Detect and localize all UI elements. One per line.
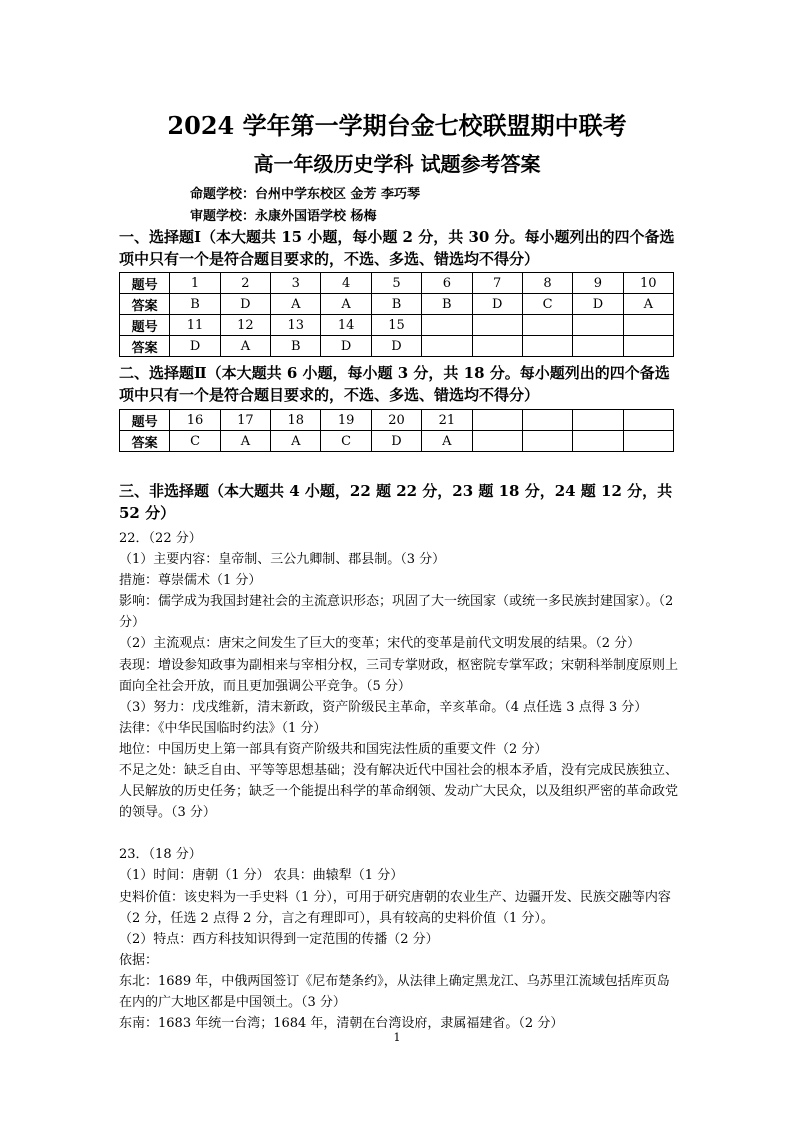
answer-cell: 13	[271, 315, 321, 336]
answer-line: 东南：1683 年统一台湾；1684 年，清朝在台湾设府，隶属福建省。（2 分）	[119, 1016, 564, 1032]
answer-cell	[472, 431, 522, 452]
answer-table-1	[119, 272, 674, 357]
answer-line: 法律：《中华民国临时约法》（1 分）	[119, 720, 327, 736]
page-number: 1	[393, 1031, 401, 1044]
row-header-cell: 题号	[120, 410, 170, 431]
section3-heading: 三、非选择题（本大题共 4 小题，22 题 22 分，23 题 18 分，24 题 12 分，共 52 分）	[119, 482, 673, 522]
answer-cell	[623, 410, 673, 431]
answer-cell	[522, 336, 572, 357]
answer-cell: 20	[371, 410, 421, 431]
answer-cell: 21	[422, 410, 472, 431]
answer-cell	[422, 336, 472, 357]
answer-cell: 3	[271, 273, 321, 294]
answer-line: 23．（18 分）	[119, 847, 202, 863]
answer-cell: D	[321, 336, 371, 357]
table-row	[120, 431, 674, 452]
answer-cell: A	[220, 336, 270, 357]
answer-cell: A	[623, 294, 673, 315]
answer-cell	[623, 336, 673, 357]
answer-cell	[623, 315, 673, 336]
answer-cell: C	[321, 431, 371, 452]
answer-cell	[522, 410, 572, 431]
answer-cell	[623, 431, 673, 452]
answer-cell: 1	[170, 273, 220, 294]
answer-cell: C	[522, 294, 572, 315]
answer-cell: 14	[321, 315, 371, 336]
page-subtitle: 高一年级历史学科 试题参考答案	[253, 152, 541, 176]
answer-cell: D	[573, 294, 623, 315]
answer-line: （1）时间：唐朝（1 分） 农具：曲辕犁（1 分）	[119, 868, 404, 884]
answer-cell	[573, 315, 623, 336]
answer-body	[119, 528, 679, 1034]
answer-cell: A	[271, 431, 321, 452]
answer-cell: A	[271, 294, 321, 315]
answer-cell: 15	[371, 315, 421, 336]
answer-cell: A	[321, 294, 371, 315]
section1-heading: 一、选择题Ⅰ（本大题共 15 小题，每小题 2 分，共 30 分。每小题列出的四个备选项中只有一个是符合题目要求的，不选、多选、错选均不得分）	[119, 228, 675, 268]
answer-cell: B	[422, 294, 472, 315]
answer-cell: 18	[271, 410, 321, 431]
answer-line: 影响：儒学成为我国封建社会的主流意识形态；巩固了大一统国家（或统一多民族封建国家）。（2 分）	[119, 594, 674, 631]
answer-cell: C	[170, 431, 220, 452]
table-row	[120, 336, 674, 357]
answer-line: （2）特点：西方科技知识得到一定范围的传播（2 分）	[119, 931, 439, 947]
table-row	[120, 410, 674, 431]
row-header-cell: 答案	[120, 431, 170, 452]
answer-line: 不足之处：缺乏自由、平等等思想基础；没有解决近代中国社会的根本矛盾，没有完成民族独立、人民解放的历史任务；缺乏一个能提出科学的革命纲领、发动广大民众，以及组织严密的革命政党的领导。（3 分）	[119, 763, 679, 821]
answer-cell	[472, 315, 522, 336]
question-23-answers	[119, 844, 679, 1034]
answer-cell	[573, 336, 623, 357]
answer-cell: D	[220, 294, 270, 315]
section2-heading: 二、选择题Ⅱ（本大题共 6 小题，每小题 3 分，共 18 分。每小题列出的四个备选项中只有一个是符合题目要求的，不选、多选、错选均不得分）	[119, 364, 670, 404]
answer-line: 地位：中国历史上第一部具有资产阶级共和国宪法性质的重要文件（2 分）	[119, 741, 548, 757]
answer-cell: 7	[472, 273, 522, 294]
answer-cell	[422, 315, 472, 336]
row-header-cell: 题号	[120, 273, 170, 294]
answer-line: 措施：尊崇儒术（1 分）	[119, 573, 262, 589]
answer-cell: 19	[321, 410, 371, 431]
table-row	[120, 273, 674, 294]
answer-cell: A	[220, 431, 270, 452]
row-header-cell: 答案	[120, 336, 170, 357]
row-header-cell: 题号	[120, 315, 170, 336]
setter-school: 命题学校：台州中学东校区 金芳 李巧琴	[190, 187, 421, 202]
answer-cell: 10	[623, 273, 673, 294]
answer-cell: 8	[522, 273, 572, 294]
answer-cell: B	[170, 294, 220, 315]
answer-cell: B	[371, 294, 421, 315]
answer-cell	[522, 431, 572, 452]
answer-line: 依据：	[119, 952, 159, 968]
question-22-answers	[119, 528, 679, 823]
answer-cell	[522, 315, 572, 336]
page-title: 2024 学年第一学期台金七校联盟期中联考	[167, 111, 627, 140]
answer-line: （2）主流观点：唐宋之间发生了巨大的变革；宋代的变革是前代文明发展的结果。（2 分）	[119, 636, 641, 652]
answer-cell: 4	[321, 273, 371, 294]
reviewer-school: 审题学校：永康外国语学校 杨梅	[190, 209, 377, 224]
answer-cell: 11	[170, 315, 220, 336]
table-row	[120, 315, 674, 336]
answer-cell: B	[271, 336, 321, 357]
answer-cell: A	[422, 431, 472, 452]
answer-cell	[472, 410, 522, 431]
answer-line: （1）主要内容：皇帝制、三公九卿制、郡县制。（3 分）	[119, 552, 446, 568]
answer-cell: D	[472, 294, 522, 315]
answer-cell: 17	[220, 410, 270, 431]
answer-cell: D	[371, 336, 421, 357]
answer-cell: 6	[422, 273, 472, 294]
answer-cell: D	[170, 336, 220, 357]
answer-line: （3）努力：戊戌维新，清末新政，资产阶级民主革命，辛亥革命。（4 点任选 3 点得 3 分）	[119, 699, 648, 715]
answer-cell: 2	[220, 273, 270, 294]
table-row	[120, 294, 674, 315]
answer-cell	[573, 431, 623, 452]
answer-cell	[573, 410, 623, 431]
answer-cell: 9	[573, 273, 623, 294]
answer-cell	[472, 336, 522, 357]
answer-table-2	[119, 409, 674, 452]
answer-line: 表现：增设参知政事为副相来与宰相分权，三司专掌财政，枢密院专掌军政；宋朝科举制度原则上面向全社会开放，而且更加强调公平竞争。（5 分）	[119, 657, 679, 694]
row-header-cell: 答案	[120, 294, 170, 315]
answer-line: 东北：1689 年，中俄两国签订《尼布楚条约》，从法律上确定黑龙江、乌苏里江流域包括库页岛在内的广大地区都是中国领土。（3 分）	[119, 973, 670, 1010]
answer-cell: D	[371, 431, 421, 452]
answer-line: 22．（22 分）	[119, 531, 202, 546]
answer-line: 史料价值：该史料为一手史料（1 分），可用于研究唐朝的农业生产、边疆开发、民族交融等内容（2 分，任选 2 点得 2 分，言之有理即可），具有较高的史料价值（1 分）。	[119, 889, 671, 926]
answer-cell: 5	[371, 273, 421, 294]
answer-cell: 12	[220, 315, 270, 336]
answer-cell: 16	[170, 410, 220, 431]
